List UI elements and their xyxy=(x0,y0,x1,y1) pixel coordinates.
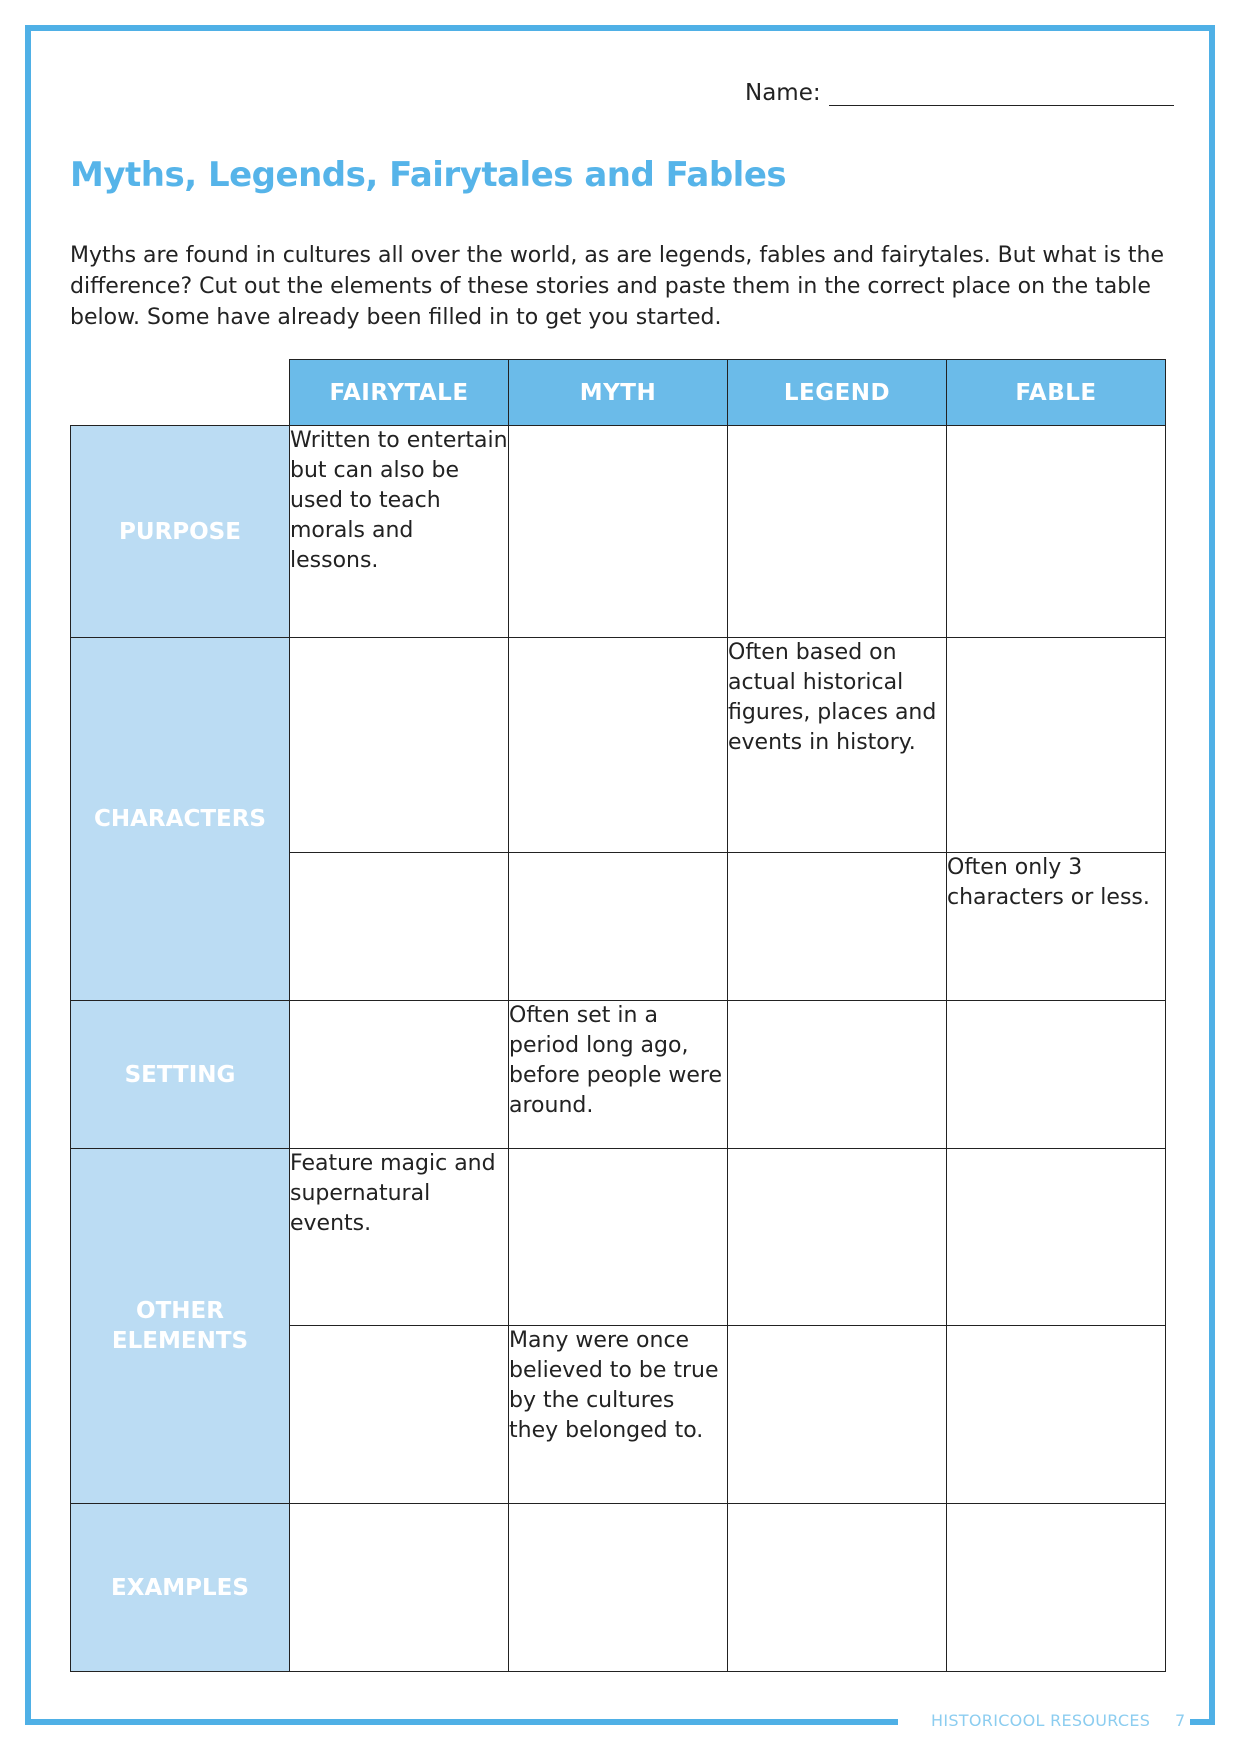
name-field xyxy=(745,80,1174,106)
cell-purpose-legend[interactable] xyxy=(728,426,947,638)
row-head-characters: CHARACTERS xyxy=(71,638,290,1001)
row-head-setting: SETTING xyxy=(71,1001,290,1149)
cell-other2-fairytale[interactable] xyxy=(290,1326,509,1504)
footer-brand: HISTORICOOL RESOURCES xyxy=(931,1711,1151,1730)
cell-characters-fable[interactable] xyxy=(947,638,1166,853)
row-examples xyxy=(71,1504,1166,1672)
cell-purpose-myth[interactable] xyxy=(509,426,728,638)
cell-characters-myth[interactable] xyxy=(509,638,728,853)
cell-purpose-fable[interactable] xyxy=(947,426,1166,638)
header-row xyxy=(71,360,1166,426)
cell-setting-fable[interactable] xyxy=(947,1001,1166,1149)
row-purpose xyxy=(71,426,1166,638)
cell-other-fairytale[interactable]: Feature magic and supernatural events. xyxy=(290,1149,509,1326)
row-head-other-line1: OTHER xyxy=(136,1298,224,1324)
classification-table xyxy=(70,359,1166,1672)
cell-other2-fable[interactable] xyxy=(947,1326,1166,1504)
cell-setting-fairytale[interactable] xyxy=(290,1001,509,1149)
page-title: Myths, Legends, Fairytales and Fables xyxy=(70,155,787,195)
col-head-myth: MYTH xyxy=(509,360,728,426)
cell-examples-legend[interactable] xyxy=(728,1504,947,1672)
row-other-elements xyxy=(71,1149,1166,1326)
cell-purpose-fairytale[interactable]: Written to entertain but can also be used to teach morals and lessons. xyxy=(290,426,509,638)
footer-page-number: 7 xyxy=(1175,1711,1186,1730)
cell-other2-legend[interactable] xyxy=(728,1326,947,1504)
cell-examples-myth[interactable] xyxy=(509,1504,728,1672)
row-characters xyxy=(71,638,1166,853)
cell-characters2-fable[interactable]: Often only 3 characters or less. xyxy=(947,853,1166,1001)
cell-characters-legend[interactable]: Often based on actual historical figures, places and events in history. xyxy=(728,638,947,853)
table-corner xyxy=(71,360,290,426)
row-head-other-line2: ELEMENTS xyxy=(111,1328,249,1354)
page-footer xyxy=(927,1711,1189,1730)
cell-other2-myth[interactable]: Many were once believed to be true by the cultures they belonged to. xyxy=(509,1326,728,1504)
cell-setting-legend[interactable] xyxy=(728,1001,947,1149)
row-setting xyxy=(71,1001,1166,1149)
cell-other-legend[interactable] xyxy=(728,1149,947,1326)
row-head-other-elements xyxy=(71,1149,290,1504)
col-head-fable: FABLE xyxy=(947,360,1166,426)
cell-other-myth[interactable] xyxy=(509,1149,728,1326)
cell-characters2-legend[interactable] xyxy=(728,853,947,1001)
cell-characters2-fairytale[interactable] xyxy=(290,853,509,1001)
row-head-purpose: PURPOSE xyxy=(71,426,290,638)
cell-examples-fable[interactable] xyxy=(947,1504,1166,1672)
cell-other-fable[interactable] xyxy=(947,1149,1166,1326)
col-head-fairytale: FAIRYTALE xyxy=(290,360,509,426)
name-blank-line[interactable] xyxy=(829,81,1174,106)
name-label: Name: xyxy=(745,80,821,106)
cell-examples-fairytale[interactable] xyxy=(290,1504,509,1672)
col-head-legend: LEGEND xyxy=(728,360,947,426)
intro-text: Myths are found in cultures all over the world, as are legends, fables and fairytales. But what is the difference? Cut out the elements of these stories and paste them in the correct place on the table below. Some have already been filled in to get you started. xyxy=(70,243,1165,330)
cell-characters-fairytale[interactable] xyxy=(290,638,509,853)
cell-characters2-myth[interactable] xyxy=(509,853,728,1001)
cell-setting-myth[interactable]: Often set in a period long ago, before people were around. xyxy=(509,1001,728,1149)
row-head-examples: EXAMPLES xyxy=(71,1504,290,1672)
